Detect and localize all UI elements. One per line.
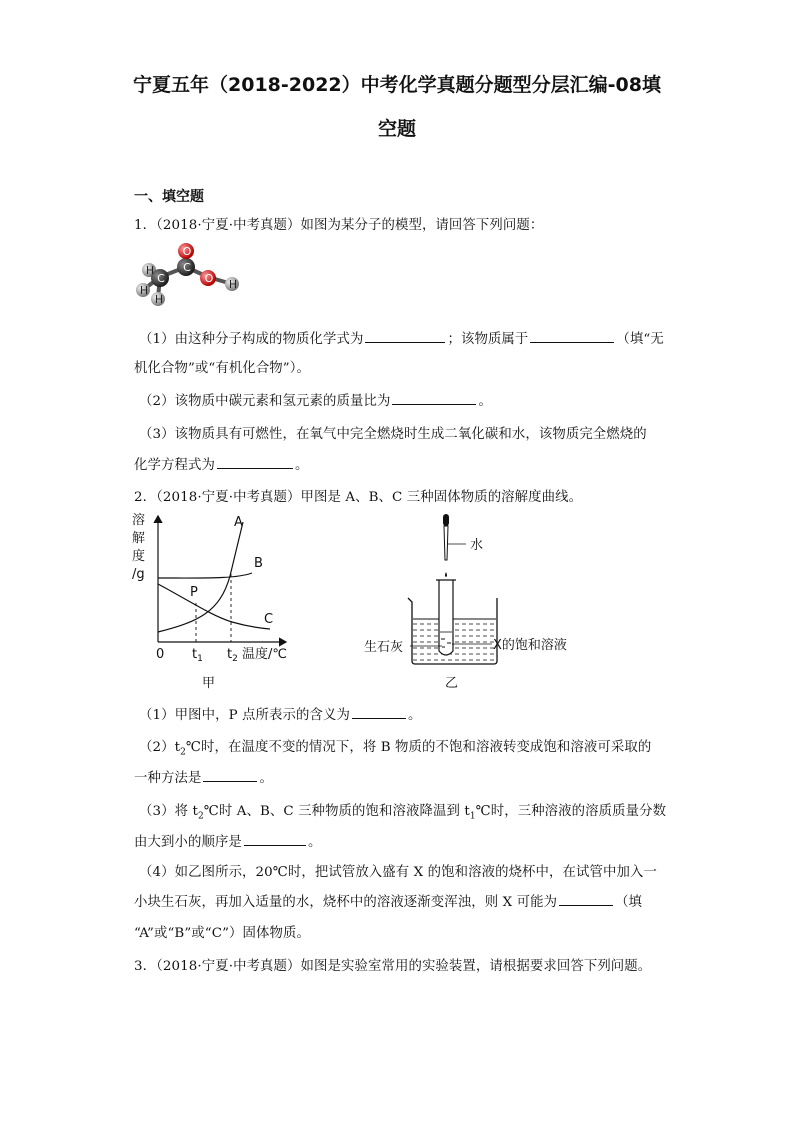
answer-blank[interactable] [217,456,293,469]
q2-part2-line2: 一种方法是 。 [134,771,273,786]
q1-stem: 1．（2018·宁夏·中考真题）如图为某分子的模型，请回答下列问题： [134,218,544,233]
q3-stem: 3．（2018·宁夏·中考真题）如图是实验室常用的实验装置，请根据要求回答下列问题。 [134,959,652,974]
water-label: 水 [470,538,484,553]
q2-part4-line1: （4）如乙图所示，20℃时，把试管放入盛有 X 的饱和溶液的烧杯中，在试管中加入一 [139,865,657,880]
answer-blank[interactable] [203,769,257,782]
t1-label: $t_1$ [192,647,203,664]
q1-part3-line2: 化学方程式为 。 [134,458,309,473]
solubility-curve-figure-jia [128,506,300,692]
y-axis-label: 度 [132,549,146,564]
atom-label-o: O [182,245,192,258]
answer-blank[interactable] [530,330,614,343]
dropper-bulb [443,514,449,526]
atom-label-c: C [183,261,191,274]
origin-label: 0 [156,647,165,662]
curve-a-label: A [234,515,243,530]
q1-part2: （2）该物质中碳元素和氢元素的质量比为 。 [139,394,492,409]
q1-part1-line2: 机化合物”或“有机化合物”）。 [134,361,311,376]
figure-caption-jia: 甲 [202,676,216,691]
q2-part4-line2: 小块生石灰，再加入适量的水，烧杯中的溶液逐渐变浑浊，则 X 可能为 （填 [134,895,643,910]
x-axis-label: 温度/℃ [242,647,287,662]
atom-label-h: H [145,264,155,277]
solution-label: X的饱和溶液 [493,638,567,653]
q2-part4-line3: “A”或“B”或“C”）固体物质。 [134,926,310,941]
curve-b [158,573,252,578]
answer-blank[interactable] [244,833,306,846]
curve-c-label: C [264,612,274,627]
figure-caption-yi: 乙 [445,676,459,691]
curve-b-label: B [254,556,263,571]
section-heading: 一、填空题 [134,189,204,205]
answer-blank[interactable] [392,392,476,405]
document-title-line-1: 宁夏五年（2018-2022）中考化学真题分题型分层汇编-08填 [133,74,661,96]
document-title-line-2: 空题 [377,118,416,140]
atom-label-h: H [228,278,238,291]
dropper-tube [444,526,448,560]
water-drop [445,572,447,577]
atom-label-h: H [154,293,164,306]
q1-part3-line1: （3）该物质具有可燃性，在氧气中完全燃烧时生成二氧化碳和水，该物质完全燃烧的 [139,427,647,442]
test-tube [439,580,453,655]
apparatus-figure-yi [356,506,596,692]
answer-blank[interactable] [559,893,613,906]
q2-part2-line1: $(2)t_2℃$时，在温度不变的情况下，将 B 物质的不饱和溶液转变成饱和溶液可采取的 [139,740,652,758]
q1-part1-line1: （1）由这种分子构成的物质化学式为 ；该物质属于 （填“无 [139,332,664,347]
point-p-label: P [190,585,198,600]
atom-label-c: C [157,272,165,285]
molecule-model-figure [134,240,244,310]
atom-label-h: H [139,284,149,297]
t2-label: $t_2$ [227,647,238,664]
q2-part1: （1）甲图中，P 点所表示的含义为 。 [139,708,422,723]
quicklime-label: 生石灰 [364,640,404,655]
q2-stem: 2．（2018·宁夏·中考真题）甲图是 A、B、C 三种固体物质的溶解度曲线。 [134,490,583,505]
q2-part3-line1: （3）将 $t_2℃$时 A、B、C 三种物质的饱和溶液降温到 $t_1℃$时，三种溶液的溶质质量分数 [139,804,667,822]
answer-blank[interactable] [365,330,445,343]
answer-blank[interactable] [352,706,406,719]
q2-part3-line2: 由大到小的顺序是 。 [134,835,322,850]
y-axis-label: 解 [132,531,146,546]
y-axis-label: 溶 [132,513,146,528]
y-axis-label: /g [132,567,145,582]
atom-label-o: O [204,272,214,285]
